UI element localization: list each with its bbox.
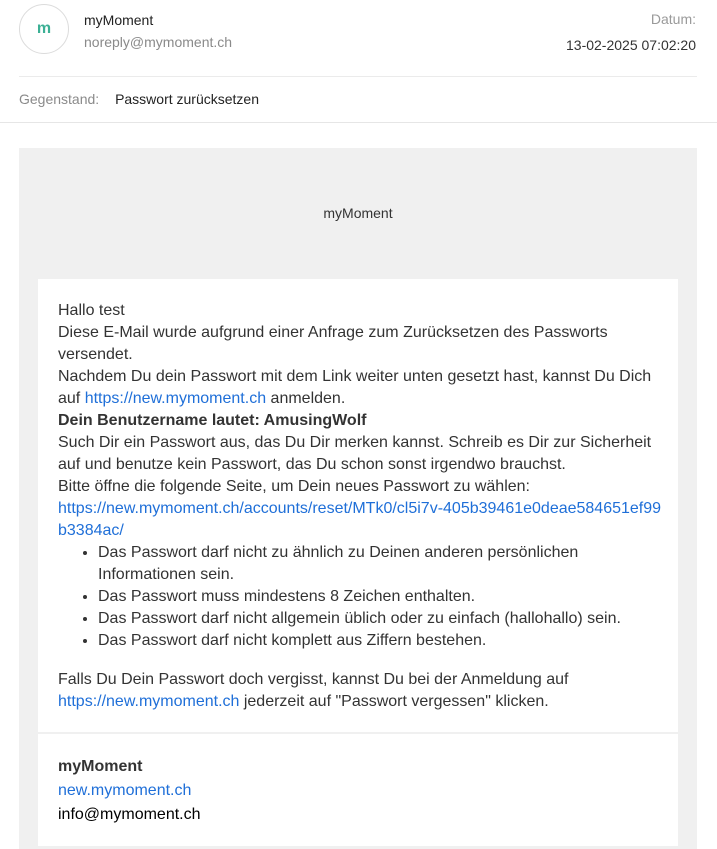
login-info-text: Nachdem Du dein Passwort mit dem Link weiter unten gesetzt hast, kannst Du Dich auf <box>58 368 652 407</box>
sender-email: noreply@mymoment.ch <box>84 34 233 50</box>
avatar-letter: m <box>36 20 52 37</box>
forgot-login-link[interactable]: https://new.mymoment.ch <box>58 693 240 710</box>
list-item: • Das Passwort darf nicht allgemein üblich oder zu einfach (hallohallo) sein. <box>98 608 663 630</box>
subject-value: Passwort zurücksetzen <box>115 91 260 107</box>
header-divider <box>19 76 697 77</box>
reset-password-link[interactable]: https://new.mymoment.ch/accounts/reset/MTk0/cl5i7v-405b39461e0deae584651ef99b3384ac/ <box>58 500 662 539</box>
footer-content <box>58 755 201 827</box>
list-item: • Das Passwort muss mindestens 8 Zeichen enthalten. <box>98 586 663 608</box>
message-card <box>38 279 678 732</box>
forgot-info <box>58 669 663 713</box>
email-footer <box>38 734 678 846</box>
date-value: 13-02-2025 07:02:20 <box>566 37 696 53</box>
login-link[interactable]: https://new.mymoment.ch <box>84 390 267 407</box>
subject-label: Gegenstand: <box>19 91 100 107</box>
spacer <box>58 652 663 669</box>
password-rules-list <box>58 542 663 652</box>
list-item: • Das Passwort darf nicht zu ähnlich zu Deinen anderen persönlichen Informationen sein. <box>98 542 663 586</box>
open-page-text: Bitte öffne die folgende Seite, um Dein neues Passwort zu wählen: <box>58 478 530 495</box>
list-item: • Das Passwort darf nicht komplett aus Ziffern bestehen. <box>98 630 663 652</box>
subject-divider <box>0 122 717 123</box>
message-content <box>58 300 663 713</box>
greeting: Hallo test <box>58 302 125 319</box>
footer-site-link[interactable]: new.mymoment.ch <box>58 782 192 799</box>
sender-avatar <box>19 4 69 54</box>
request-info: Diese E-Mail wurde aufgrund einer Anfrage zum Zurücksetzen des Passworts versendet. <box>58 324 608 363</box>
forgot-info-end: jederzeit auf "Passwort vergessen" klicken. <box>239 693 549 710</box>
login-info-end: anmelden. <box>266 390 346 407</box>
password-advice: Such Dir ein Passwort aus, das Du Dir merken kannst. Schreib es Dir zur Sicherheit auf und benutze kein Passwort, das Du schon sonst irgendwo brauchst. <box>58 434 652 473</box>
login-info <box>58 366 663 410</box>
footer-email: info@mymoment.ch <box>58 806 201 823</box>
sender-name: myMoment <box>84 12 154 28</box>
subject-row <box>19 91 259 107</box>
footer-brand: myMoment <box>58 758 143 775</box>
email-header <box>0 0 717 76</box>
forgot-info-text: Falls Du Dein Passwort doch vergisst, kannst Du bei der Anmeldung auf <box>58 671 569 688</box>
email-brand-title: myMoment <box>323 205 393 221</box>
username-line: Dein Benutzername lautet: AmusingWolf <box>58 412 367 429</box>
date-label: Datum: <box>650 11 696 27</box>
email-body-frame <box>19 148 697 849</box>
